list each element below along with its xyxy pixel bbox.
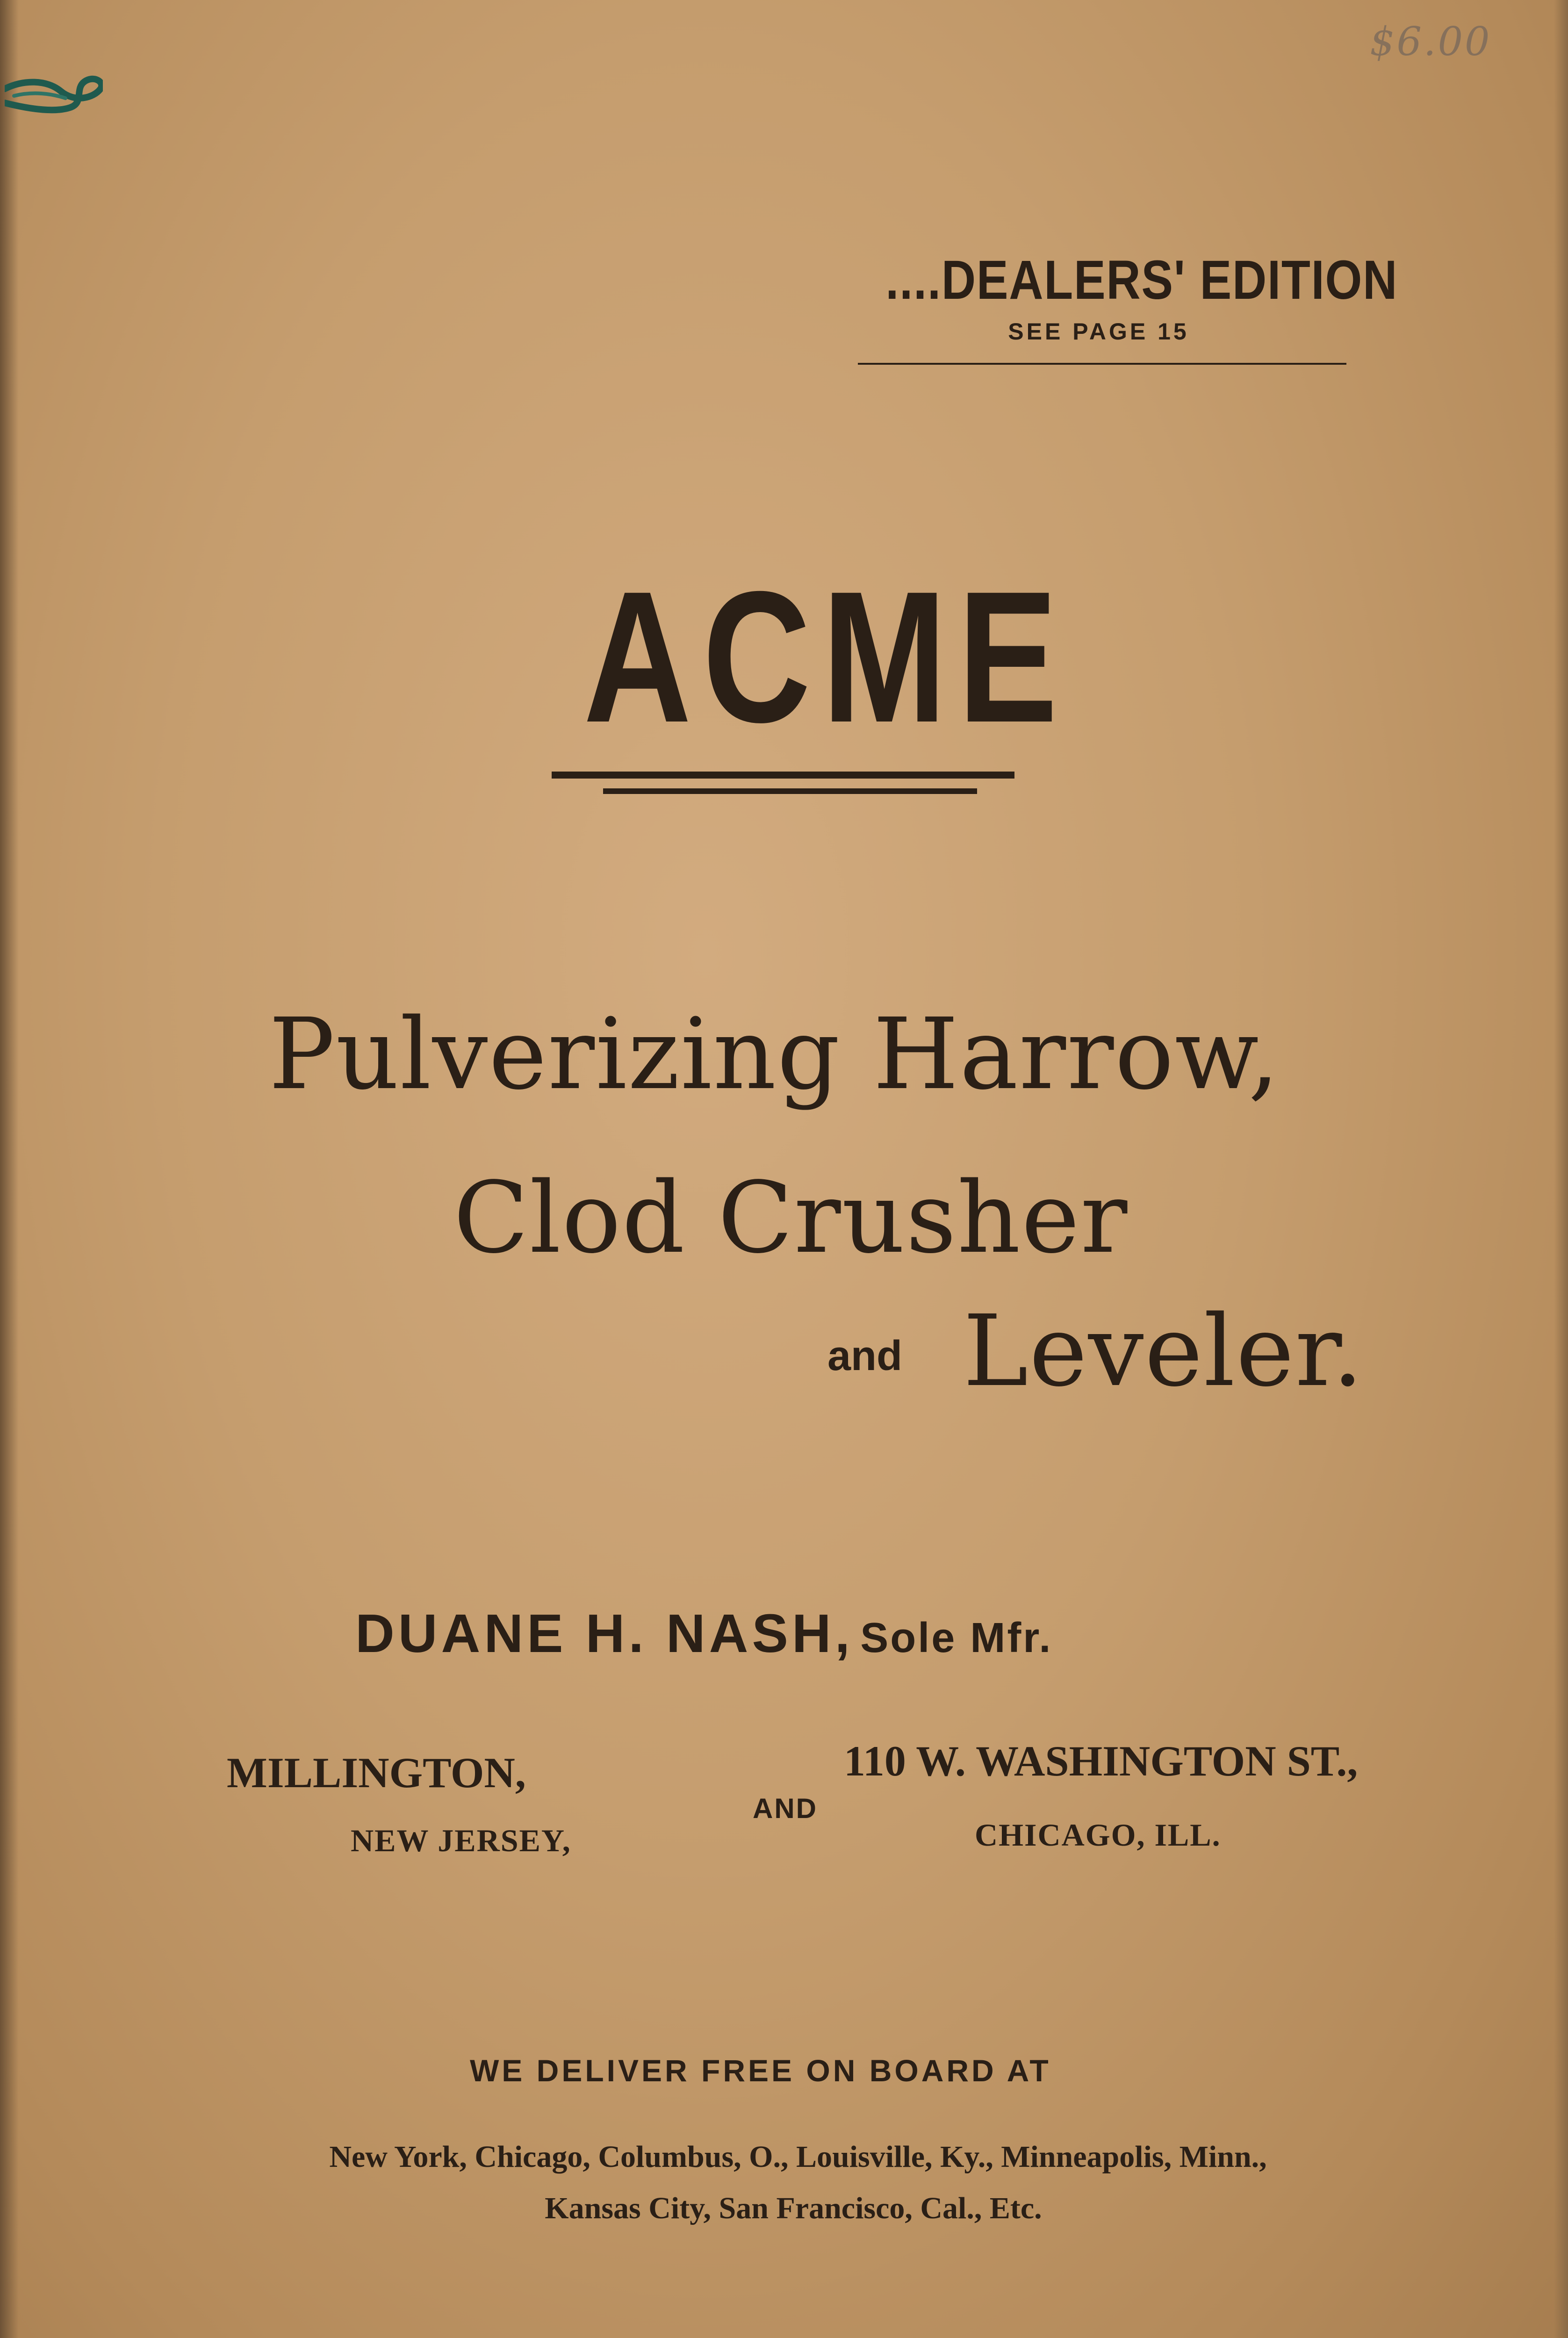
manufacturer-role: Sole Mfr. [860,1615,1053,1661]
product-line-2: Clod Crusher [453,1161,1129,1275]
manufacturer [355,1603,1053,1664]
product-line-1: Pulverizing Harrow, [269,997,1280,1111]
right-edge-shadow [1554,0,1568,2338]
dealers-edition-block [851,249,1398,345]
delivery-cities-line-1: New York, Chicago, Columbus, O., Louisville, Ky., Minneapolis, Minn., [329,2140,1267,2174]
delivery-heading: WE DELIVER FREE ON BOARD AT [470,2053,1051,2088]
brand-title: ACME [583,552,1069,761]
brand-underline-thick [552,772,1014,779]
brand-underline-thin [603,788,977,794]
address-left-city: MILLINGTON, [227,1749,526,1797]
address-joiner: AND [753,1793,818,1824]
pencil-price-note: $6.00 [1370,19,1492,65]
manufacturer-name: DUANE H. NASH, [355,1603,854,1664]
delivery-cities-line-2: Kansas City, San Francisco, Cal., Etc. [545,2191,1042,2225]
dealers-edition-subtitle: SEE PAGE 15 [1008,318,1189,345]
address-left-state: NEW JERSEY, [351,1823,571,1858]
binding-string-icon [5,70,103,122]
address-right-city: CHICAGO, ILL. [975,1817,1221,1853]
product-line-3: Leveler. [963,1294,1365,1408]
left-edge-shadow [0,0,19,2338]
dealers-divider [858,363,1346,365]
dealers-edition-title: ....DEALERS' EDITION [885,249,1398,311]
product-connector: and [827,1333,903,1379]
address-right-street: 110 W. WASHINGTON ST., [844,1737,1358,1785]
